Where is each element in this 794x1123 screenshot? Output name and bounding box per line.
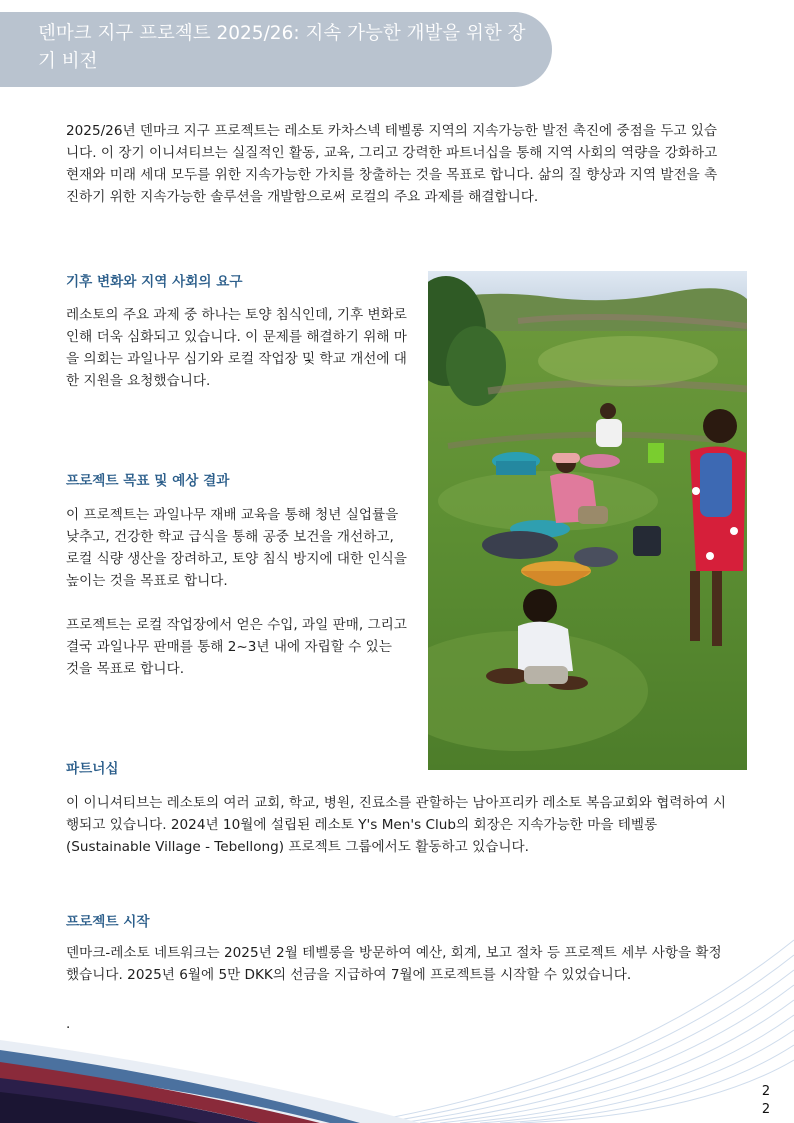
intro-paragraph: 2025/26년 덴마크 지구 프로젝트는 레소토 카차스넥 테벨롱 지역의 지속가능한 발전 촉진에 중점을 두고 있습니다. 이 장기 이니셔티브는 실질적인 활동, 교육, 그리고 강력한 파트너십을 통해 지역 사회의 역량을 강화하고 현재와 미래 세대 모두를 위한 지속가능한 가치를 창출하는 것을 목표로 합니다. 삶의 질 향상과 지역 발전을 촉진하기 위한 지속가능한 솔루션을 개발함으로써 로컬의 주요 과제를 해결합니다. <box>66 123 718 205</box>
footer-decoration <box>0 900 794 1123</box>
climate-paragraph: 레소토의 주요 과제 중 하나는 토양 침식인데, 기후 변화로 인해 더욱 심화되고 있습니다. 이 문제를 해결하기 위해 마을 의회는 과일나무 심기와 로컬 작업장 및 학교 개선에 대한 지원을 요청했습니다. <box>66 307 407 389</box>
heading-goals: 프로젝트 목표 및 예상 결과 <box>66 473 230 489</box>
page-number-text: 2 2 <box>761 1084 771 1117</box>
launch-paragraph: 덴마크-레소토 네트워크는 2025년 2월 테벨롱을 방문하여 예산, 회계, 보고 절차 등 프로젝트 세부 사항을 확정했습니다. 2025년 6월에 5만 DKK의 선금을 지급하여 7월에 프로젝트를 시작할 수 있었습니다. <box>66 945 722 983</box>
heading-launch: 프로젝트 시작 <box>66 914 150 930</box>
heading-partnership: 파트너십 <box>66 761 119 777</box>
page-title: 덴마크 지구 프로젝트 2025/26: 지속 가능한 개발을 위한 장기 비전 <box>38 23 526 72</box>
photo-illustration <box>428 271 747 770</box>
page-number <box>756 1083 776 1119</box>
partnership-paragraph: 이 이니셔티브는 레소토의 여러 교회, 학교, 병원, 진료소를 관할하는 남아프리카 레소토 복음교회와 협력하여 시행되고 있습니다. 2024년 10월에 설립된 레소토 Y's Men's Club의 회장은 지속가능한 마을 테벨롱(Sustainable Village - Tebellong) 프로젝트 그룹에서도 활동하고 있습니다. <box>66 795 727 855</box>
project-photo <box>428 271 747 770</box>
trailing-dot: . <box>66 1016 71 1032</box>
goals-paragraph-1: 이 프로젝트는 과일나무 재배 교육을 통해 청년 실업률을 낮추고, 건강한 학교 급식을 통해 공중 보건을 개선하고, 로컬 식량 생산을 장려하고, 토양 침식 방지에 대한 인식을 높이는 것을 목표로 합니다. <box>66 507 407 589</box>
heading-climate: 기후 변화와 지역 사회의 요구 <box>66 274 243 290</box>
goals-paragraph-2: 프로젝트는 로컬 작업장에서 얻은 수입, 과일 판매, 그리고 결국 과일나무 판매를 통해 2~3년 내에 자립할 수 있는 것을 목표로 합니다. <box>66 617 407 677</box>
